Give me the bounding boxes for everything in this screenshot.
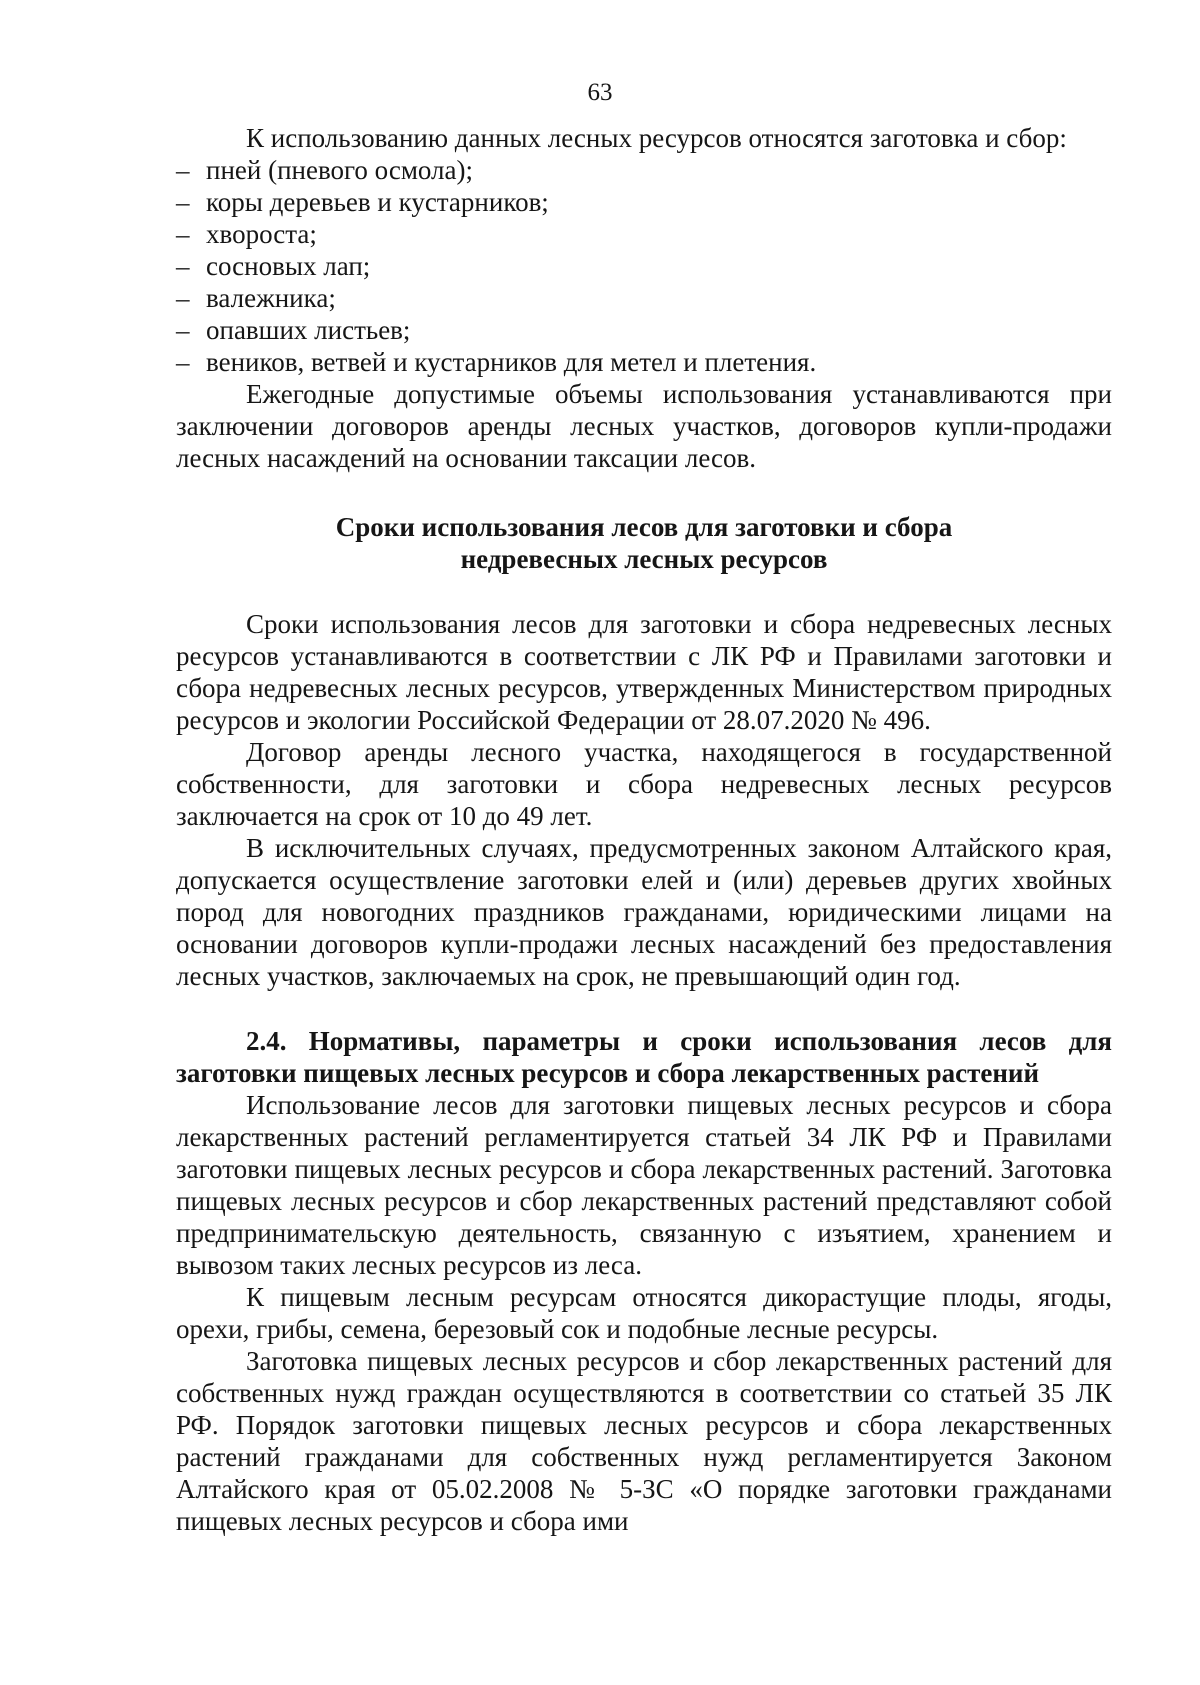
list-item-text: валежника; xyxy=(206,283,336,313)
list-item: – сосновых лап; xyxy=(176,251,371,281)
resource-list xyxy=(176,154,1112,378)
list-item-text: коры деревьев и кустарников; xyxy=(206,187,549,217)
list-item: – веников, ветвей и кустарников для метел и плетения. xyxy=(176,347,817,377)
section-heading-line: Сроки использования лесов для заготовки и сбора xyxy=(335,512,953,542)
list-item-text: пней (пневого осмола); xyxy=(206,155,474,185)
list-item-text: веников, ветвей и кустарников для метел и плетения. xyxy=(206,347,817,377)
paragraph-exceptions: В исключительных случаях, предусмотренных законом Алтайского края, допускается осуществление заготовки елей и (или) деревьев других хвойных пород для новогодних праздников гражданами, юридическими лицами на основании договоров купли-продажи лесных насаждений без предоставления лесных участков, заключаемых на срок, не превышающий один год. xyxy=(176,833,1112,991)
paragraph-terms: Сроки использования лесов для заготовки и сбора недревесных лесных ресурсов устанавливаются в соответствии с ЛК РФ и Правилами заготовки и сбора недревесных лесных ресурсов, утвержденных Министерством природных ресурсов и экологии Российской Федерации от 28.07.2020 № 496. xyxy=(176,609,1112,735)
list-item: – хвороста; xyxy=(176,219,317,249)
list-item: – коры деревьев и кустарников; xyxy=(176,187,549,217)
paragraph-volumes: Ежегодные допустимые объемы использования устанавливаются при заключении договоров аренды лесных участков, договоров купли-продажи лесных насаждений на основании таксации лесов. xyxy=(176,379,1112,473)
paragraph-food-usage: Использование лесов для заготовки пищевых лесных ресурсов и сбора лекарственных растений регламентируется статьей 34 ЛК РФ и Правилами заготовки пищевых лесных ресурсов и сбора лекарственных растений. Заготовка пищевых лесных ресурсов и сбор лекарственных растений представляют собой предпринимательскую деятельность, связанную с изъятием, хранением и вывозом таких лесных ресурсов из леса. xyxy=(176,1090,1112,1280)
list-item: – пней (пневого осмола); xyxy=(176,155,474,185)
section-heading-line: недревесных лесных ресурсов xyxy=(460,544,828,574)
list-item-text: опавших листьев; xyxy=(206,315,411,345)
section-heading-terms xyxy=(176,511,1112,575)
section-heading-food-resources: 2.4. Нормативы, параметры и сроки использования лесов для заготовки пищевых лесных ресурсов и сбора лекарственных растений xyxy=(176,1026,1112,1088)
paragraph-food-types: К пищевым лесным ресурсам относятся дикорастущие плоды, ягоды, орехи, грибы, семена, березовый сок и подобные лесные ресурсы. xyxy=(176,1282,1112,1344)
page-content xyxy=(176,122,1112,1537)
paragraph-lease: Договор аренды лесного участка, находящегося в государственной собственности, для заготовки и сбора недревесных лесных ресурсов заключается на срок от 10 до 49 лет. xyxy=(176,737,1112,831)
list-item: – опавших листьев; xyxy=(176,315,411,345)
page-number: 63 xyxy=(587,79,613,106)
list-item: – валежника; xyxy=(176,283,336,313)
paragraph-own-needs: Заготовка пищевых лесных ресурсов и сбор лекарственных растений для собственных нужд граждан осуществляются в соответствии со статьей 35 ЛК РФ. Порядок заготовки пищевых лесных ресурсов и сбора лекарственных растений гражданами для собственных нужд регламентируется Законом Алтайского края от 05.02.2008 № 5-ЗС «О порядке заготовки гражданами пищевых лесных ресурсов и сбора ими xyxy=(176,1346,1112,1536)
list-item-text: хвороста; xyxy=(206,219,317,249)
list-item-text: сосновых лап; xyxy=(206,251,371,281)
list-intro: К использованию данных лесных ресурсов относятся заготовка и сбор: xyxy=(246,123,1067,153)
